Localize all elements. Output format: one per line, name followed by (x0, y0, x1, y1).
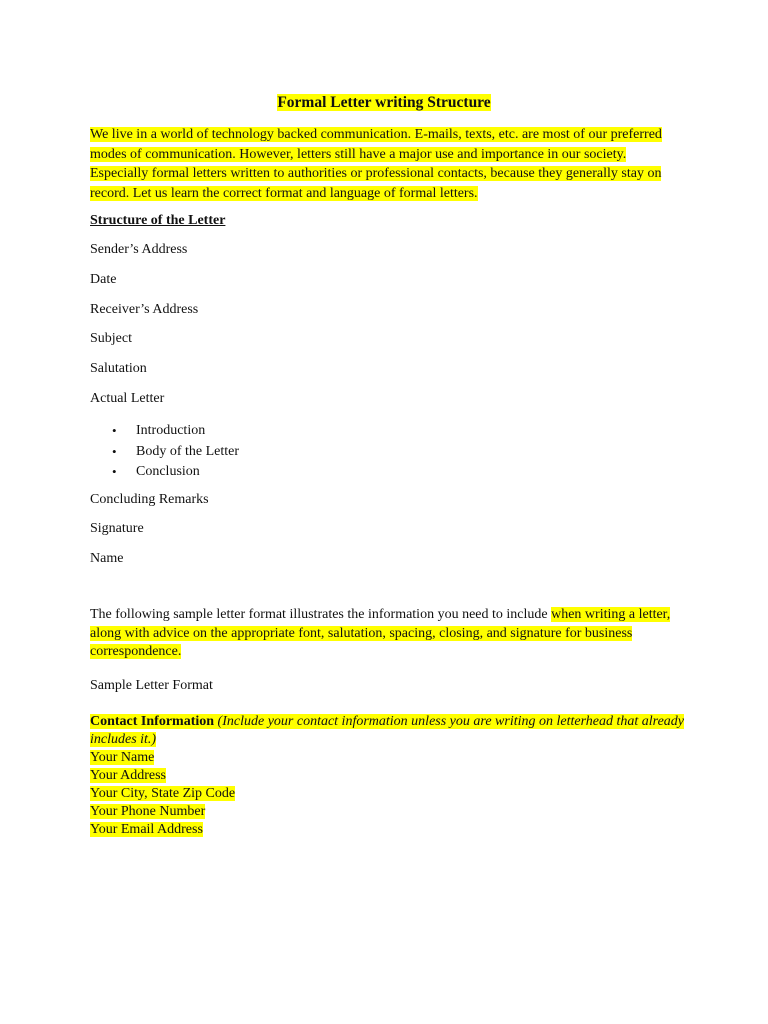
contact-city-state-zip: Your City, State Zip Code (90, 786, 236, 801)
structure-item-actual-letter: Actual Letter (90, 391, 165, 406)
sample-intro-plain: The following sample letter format illustrates the information you need to include (90, 607, 552, 622)
structure-item-name: Name (90, 551, 124, 566)
structure-item-concluding-remarks: Concluding Remarks (90, 492, 209, 507)
intro-text: We live in a world of technology backed communication. E-mails, texts, etc. are most of our preferred modes of communication. However, letters still have a major use and importance in our society. Especially formal letters written to authorities or professional contacts, because they generally stay on record. Let us learn the correct format and language of formal letters. (90, 127, 662, 201)
structure-heading: Structure of the Letter (90, 213, 226, 228)
document-title-text: Formal Letter writing Structure (277, 94, 491, 111)
structure-item-date: Date (90, 272, 117, 287)
contact-note: (Include your contact information unless you are writing on letterhead that already includes it.) (90, 714, 685, 747)
bullet-icon: • (112, 443, 117, 459)
bullet-icon: • (112, 423, 117, 438)
list-item-label: Conclusion (136, 464, 200, 480)
contact-email: Your Email Address (90, 822, 203, 837)
contact-line (90, 767, 690, 785)
actual-letter-parts-list (90, 421, 239, 483)
contact-name: Your Name (90, 750, 155, 765)
contact-phone: Your Phone Number (90, 804, 206, 819)
contact-heading: Contact Information (90, 714, 215, 729)
sample-intro-highlighted: when writing a letter, along with advice on the appropriate font, salutation, spacing, closing, and signature for business correspondence. (90, 607, 671, 659)
document-title (0, 94, 768, 112)
list-item-label: Introduction (136, 423, 206, 438)
contact-heading-line (90, 713, 690, 749)
structure-item-receivers-address: Receiver’s Address (90, 302, 199, 317)
structure-item-subject: Subject (90, 331, 132, 346)
sample-intro-paragraph (90, 606, 690, 662)
intro-paragraph (90, 125, 670, 203)
contact-address: Your Address (90, 768, 166, 783)
contact-line (90, 749, 690, 767)
contact-line (90, 803, 690, 821)
contact-information-block (90, 713, 690, 839)
list-item (90, 442, 239, 463)
sample-letter-label: Sample Letter Format (90, 678, 213, 693)
list-item-label: Body of the Letter (136, 443, 240, 459)
contact-line (90, 821, 690, 839)
contact-line (90, 785, 690, 803)
structure-item-salutation: Salutation (90, 361, 147, 376)
bullet-icon: • (112, 464, 117, 480)
list-item (90, 421, 239, 442)
structure-item-signature: Signature (90, 521, 144, 536)
list-item (90, 462, 239, 483)
structure-item-senders-address: Sender’s Address (90, 242, 188, 257)
